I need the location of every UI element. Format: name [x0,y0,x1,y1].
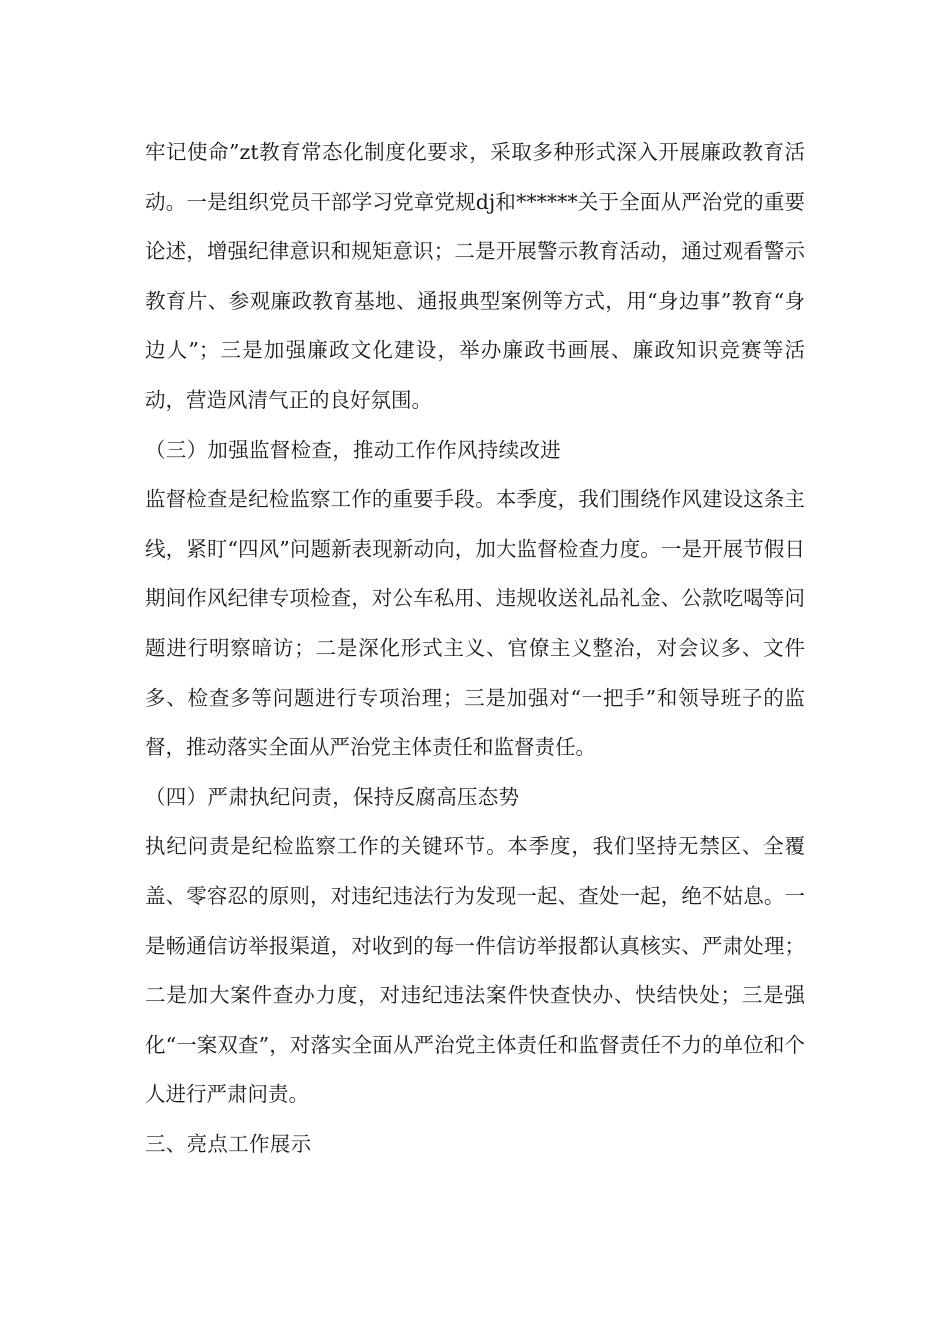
paragraph-education-activities: 牢记使命”zt教育常态化制度化要求，采取多种形式深入开展廉政教育活动。一是组织党员干部学习党章党规dj和******关于全面从严治党的重要论述，增强纪律意识和规矩意识；二是开展警示教育活动，通过观看警示教育片、参观廉政教育基地、通报典型案例等方式，用“身边事”教育“身边人”；三是加强廉政文化建设，举办廉政书画展、廉政知识竞赛等活动，营造风清气正的良好氛围。 [145,140,805,412]
section-heading-accountability: （四）严肃执纪问责，保持反腐高压态势 [145,784,520,809]
document-page [145,128,805,1169]
section-heading-highlights: 三、亮点工作展示 [145,1131,312,1156]
paragraph-accountability: 执纪问责是纪检监察工作的关键环节。本季度，我们坚持无禁区、全覆盖、零容忍的原则，对违纪违法行为发现一起、查处一起，绝不姑息。一是畅通信访举报渠道，对收到的每一件信访举报都认真核实、严肃处理；二是加大案件查办力度，对违纪违法案件快查快办、快结快处；三是强化“一案双查”，对落实全面从严治党主体责任和监督责任不力的单位和个人进行严肃问责。 [145,834,805,1107]
paragraph-supervision: 监督检查是纪检监察工作的重要手段。本季度，我们围绕作风建设这条主线，紧盯“四风”问题新表现新动向，加大监督检查力度。一是开展节假日期间作风纪律专项检查，对公车私用、违规收送礼品礼金、公款吃喝等问题进行明察暗访；二是深化形式主义、官僚主义整治，对会议多、文件多、检查多等问题进行专项治理；三是加强对“一把手”和领导班子的监督，推动落实全面从严治党主体责任和监督责任。 [145,487,805,760]
section-heading-supervision: （三）加强监督检查，推动工作作风持续改进 [145,437,561,462]
